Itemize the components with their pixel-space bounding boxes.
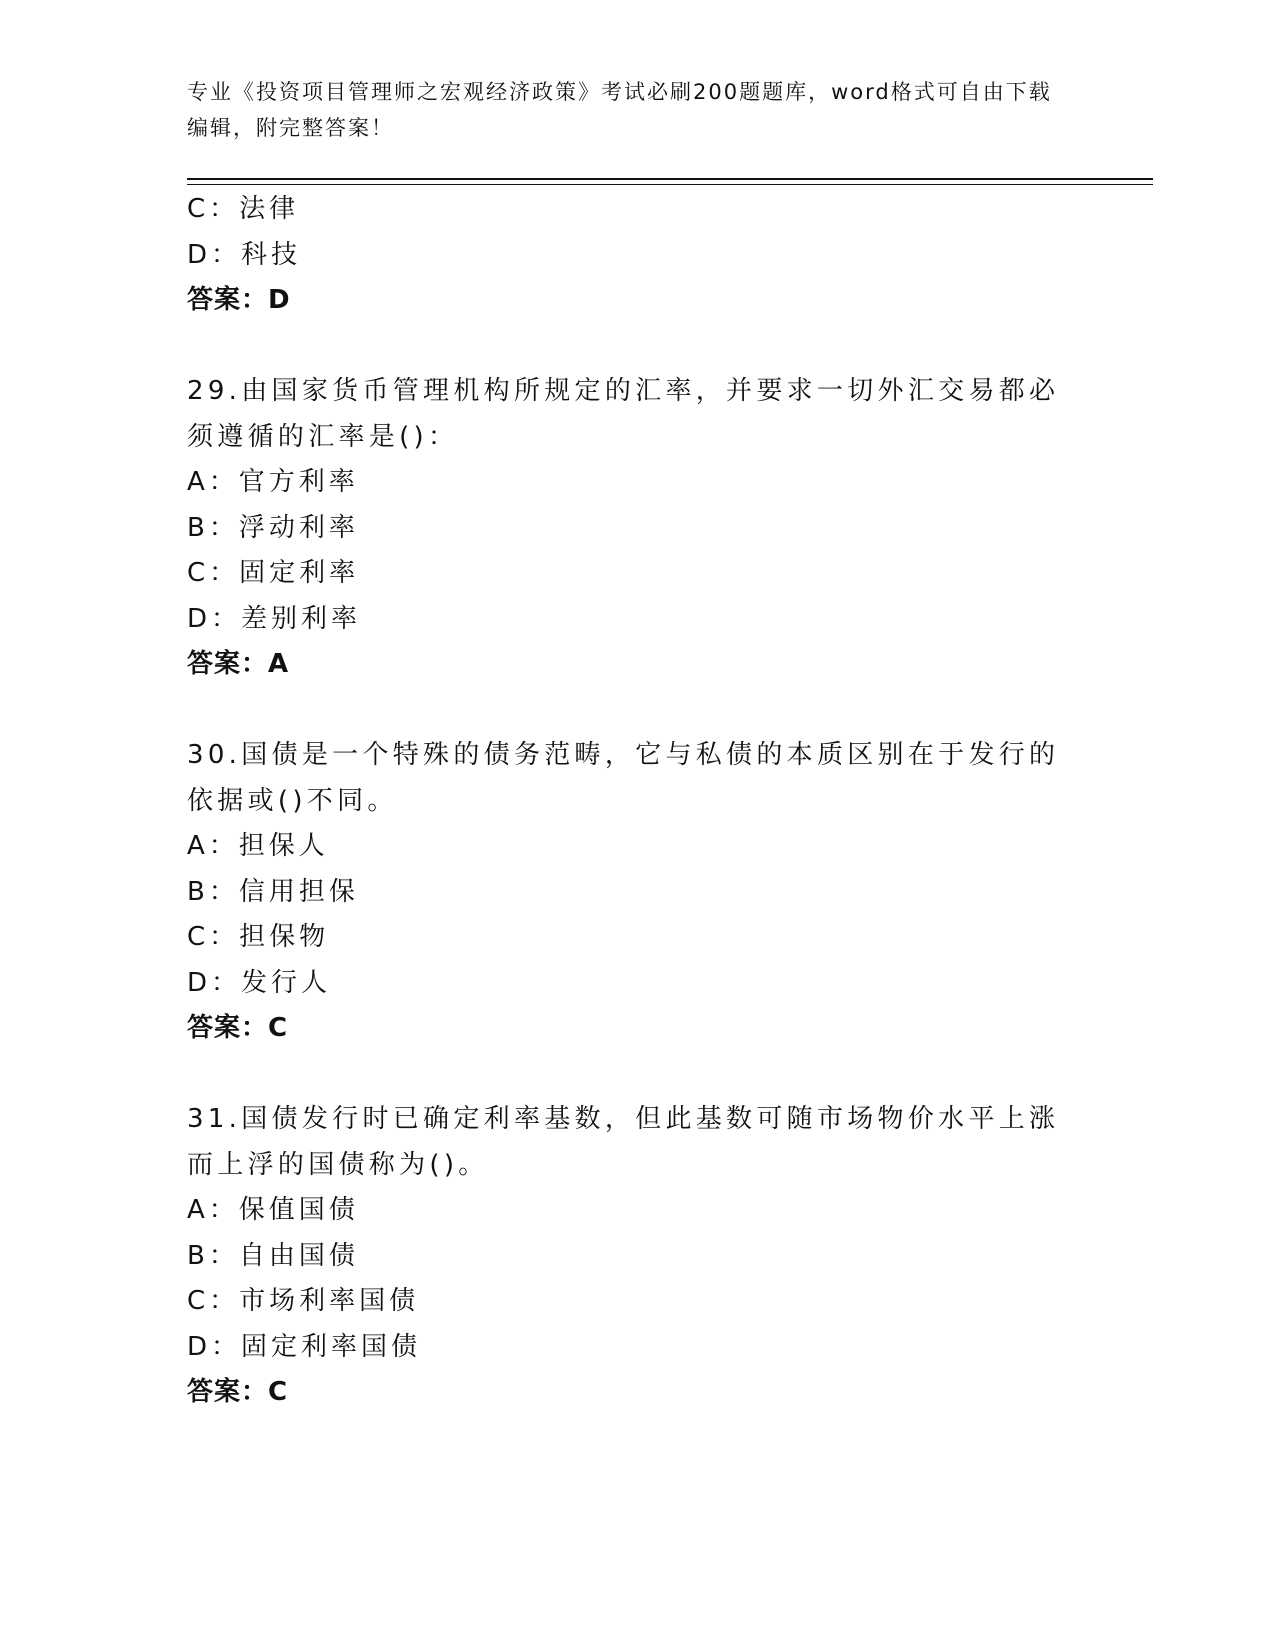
answer: 答案：D	[187, 285, 291, 315]
option-d: D：科技	[187, 239, 302, 270]
option-b: B：自由国债	[187, 1240, 359, 1271]
question-content	[187, 187, 1087, 1416]
option-a: A：担保人	[187, 831, 329, 861]
question-29	[187, 369, 1087, 688]
option-d: D：差别利率	[187, 603, 362, 634]
continued-question	[187, 187, 1087, 324]
header-rule-thick	[187, 178, 1153, 180]
option-a: A：官方利率	[187, 467, 359, 497]
option-d: D：发行人	[187, 967, 332, 998]
question-text: 29.由国家货币管理机构所规定的汇率，并要求一切外汇交易都必须遵循的汇率是()：	[187, 376, 1060, 452]
question-30	[187, 733, 1087, 1052]
option-c: C：担保物	[187, 922, 330, 952]
document-header: 专业《投资项目管理师之宏观经济政策》考试必刷200题题库，word格式可自由下载编辑，附完整答案！	[187, 80, 1052, 140]
question-text: 30.国债是一个特殊的债务范畴，它与私债的本质区别在于发行的依据或()不同。	[187, 740, 1060, 816]
option-b: B：浮动利率	[187, 512, 359, 543]
option-c: C：法律	[187, 194, 300, 224]
option-b: B：信用担保	[187, 876, 359, 907]
question-31	[187, 1097, 1087, 1416]
option-d: D：固定利率国债	[187, 1331, 422, 1362]
answer: 答案：A	[187, 649, 290, 679]
option-c: C：固定利率	[187, 558, 360, 588]
option-a: A：保值国债	[187, 1195, 359, 1225]
answer: 答案：C	[187, 1377, 289, 1407]
question-text: 31.国债发行时已确定利率基数，但此基数可随市场物价水平上涨而上浮的国债称为()。	[187, 1104, 1060, 1180]
header-rule-thin	[187, 184, 1153, 185]
option-c: C：市场利率国债	[187, 1286, 420, 1316]
answer: 答案：C	[187, 1013, 289, 1043]
